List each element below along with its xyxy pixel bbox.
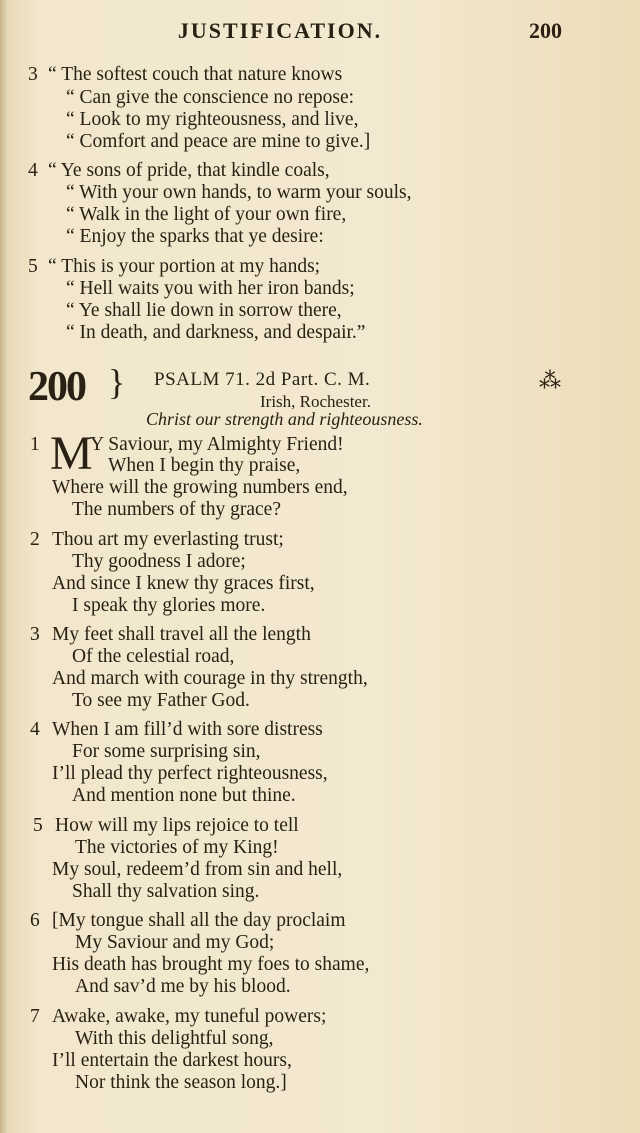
verse-line: “ Can give the conscience no repose: [66, 87, 355, 108]
drop-cap: M [50, 427, 93, 480]
verse-line: “ In death, and darkness, and despair.” [66, 322, 366, 343]
verse-line: Where will the growing numbers end, [52, 477, 348, 498]
verse-line: “ Ye sons of pride, that kindle coals, [48, 160, 330, 181]
stanza-number: 2 [30, 529, 40, 550]
verse-line: When I am fill’d with sore distress [52, 719, 323, 740]
verse-line: “ Hell waits you with her iron bands; [66, 278, 355, 299]
verse-line: [My tongue shall all the day proclaim [52, 910, 346, 931]
page-number: 200 [529, 18, 562, 43]
running-head: JUSTIFICATION. [177, 18, 383, 43]
verse-line: I speak thy glories more. [72, 595, 266, 616]
verse-line: “ With your own hands, to warm your souls, [66, 182, 412, 203]
stanza-number: 1 [30, 434, 40, 455]
brace-glyph: } [108, 362, 126, 402]
verse-line: “ Enjoy the sparks that ye desire: [66, 226, 324, 247]
verse-line: Shall thy salvation sing. [72, 881, 260, 902]
verse-line: Y Saviour, my Almighty Friend! [90, 434, 344, 455]
verse-line: The victories of my King! [75, 837, 279, 858]
stanza-number: 4 [30, 719, 40, 740]
stanza-number: 3 [28, 64, 38, 85]
tune-names: Irish, Rochester. [260, 392, 371, 411]
psalm-subtitle: Christ our strength and righteousness. [146, 409, 423, 429]
verse-line: For some surprising sin, [72, 741, 261, 762]
stanza-number: 6 [30, 910, 40, 931]
verse-line: “ Ye shall lie down in sorrow there, [66, 300, 342, 321]
stanza-number: 5 [28, 256, 38, 277]
verse-line: “ Walk in the light of your own fire, [66, 204, 347, 225]
verse-line: My feet shall travel all the length [52, 624, 311, 645]
verse-line: My soul, redeem’d from sin and hell, [52, 859, 343, 880]
verse-line: And march with courage in thy strength, [52, 668, 368, 689]
verse-line: I’ll entertain the darkest hours, [52, 1050, 292, 1071]
stanza-number: 5 [33, 815, 43, 836]
verse-line: Thy goodness I adore; [72, 551, 246, 572]
verse-line: My Saviour and my God; [75, 932, 275, 953]
verse-line: When I begin thy praise, [108, 455, 301, 476]
verse-line: And mention none but thine. [72, 785, 296, 806]
verse-line: Of the celestial road, [72, 646, 235, 667]
verse-line: “ This is your portion at my hands; [48, 256, 321, 277]
verse-line: Thou art my everlasting trust; [52, 529, 284, 550]
verse-line: How will my lips rejoice to tell [55, 815, 299, 836]
hymn-number: 200 [28, 364, 85, 410]
verse-line: And sav’d me by his blood. [75, 976, 291, 997]
verse-line: I’ll plead thy perfect righteousness, [52, 763, 328, 784]
verse-line: The numbers of thy grace? [72, 499, 281, 520]
psalm-title: PSALM 71. 2d Part. C. M. [154, 369, 371, 390]
stanza-number: 7 [30, 1006, 40, 1027]
ornament-icon: ⁂ [539, 368, 561, 393]
verse-line: To see my Father God. [72, 690, 250, 711]
stanza-number: 4 [28, 160, 38, 181]
stanza-number: 3 [30, 624, 40, 645]
verse-line: Awake, awake, my tuneful powers; [52, 1006, 327, 1027]
verse-line: “ Look to my righteousness, and live, [66, 109, 359, 130]
verse-line: His death has brought my foes to shame, [52, 954, 370, 975]
verse-line: “ Comfort and peace are mine to give.] [66, 131, 371, 152]
page-edge [0, 0, 8, 1133]
verse-line: With this delightful song, [75, 1028, 274, 1049]
verse-line: Nor think the season long.] [75, 1072, 287, 1093]
verse-line: And since I knew thy graces first, [52, 573, 315, 594]
verse-line: “ The softest couch that nature knows [48, 64, 343, 85]
